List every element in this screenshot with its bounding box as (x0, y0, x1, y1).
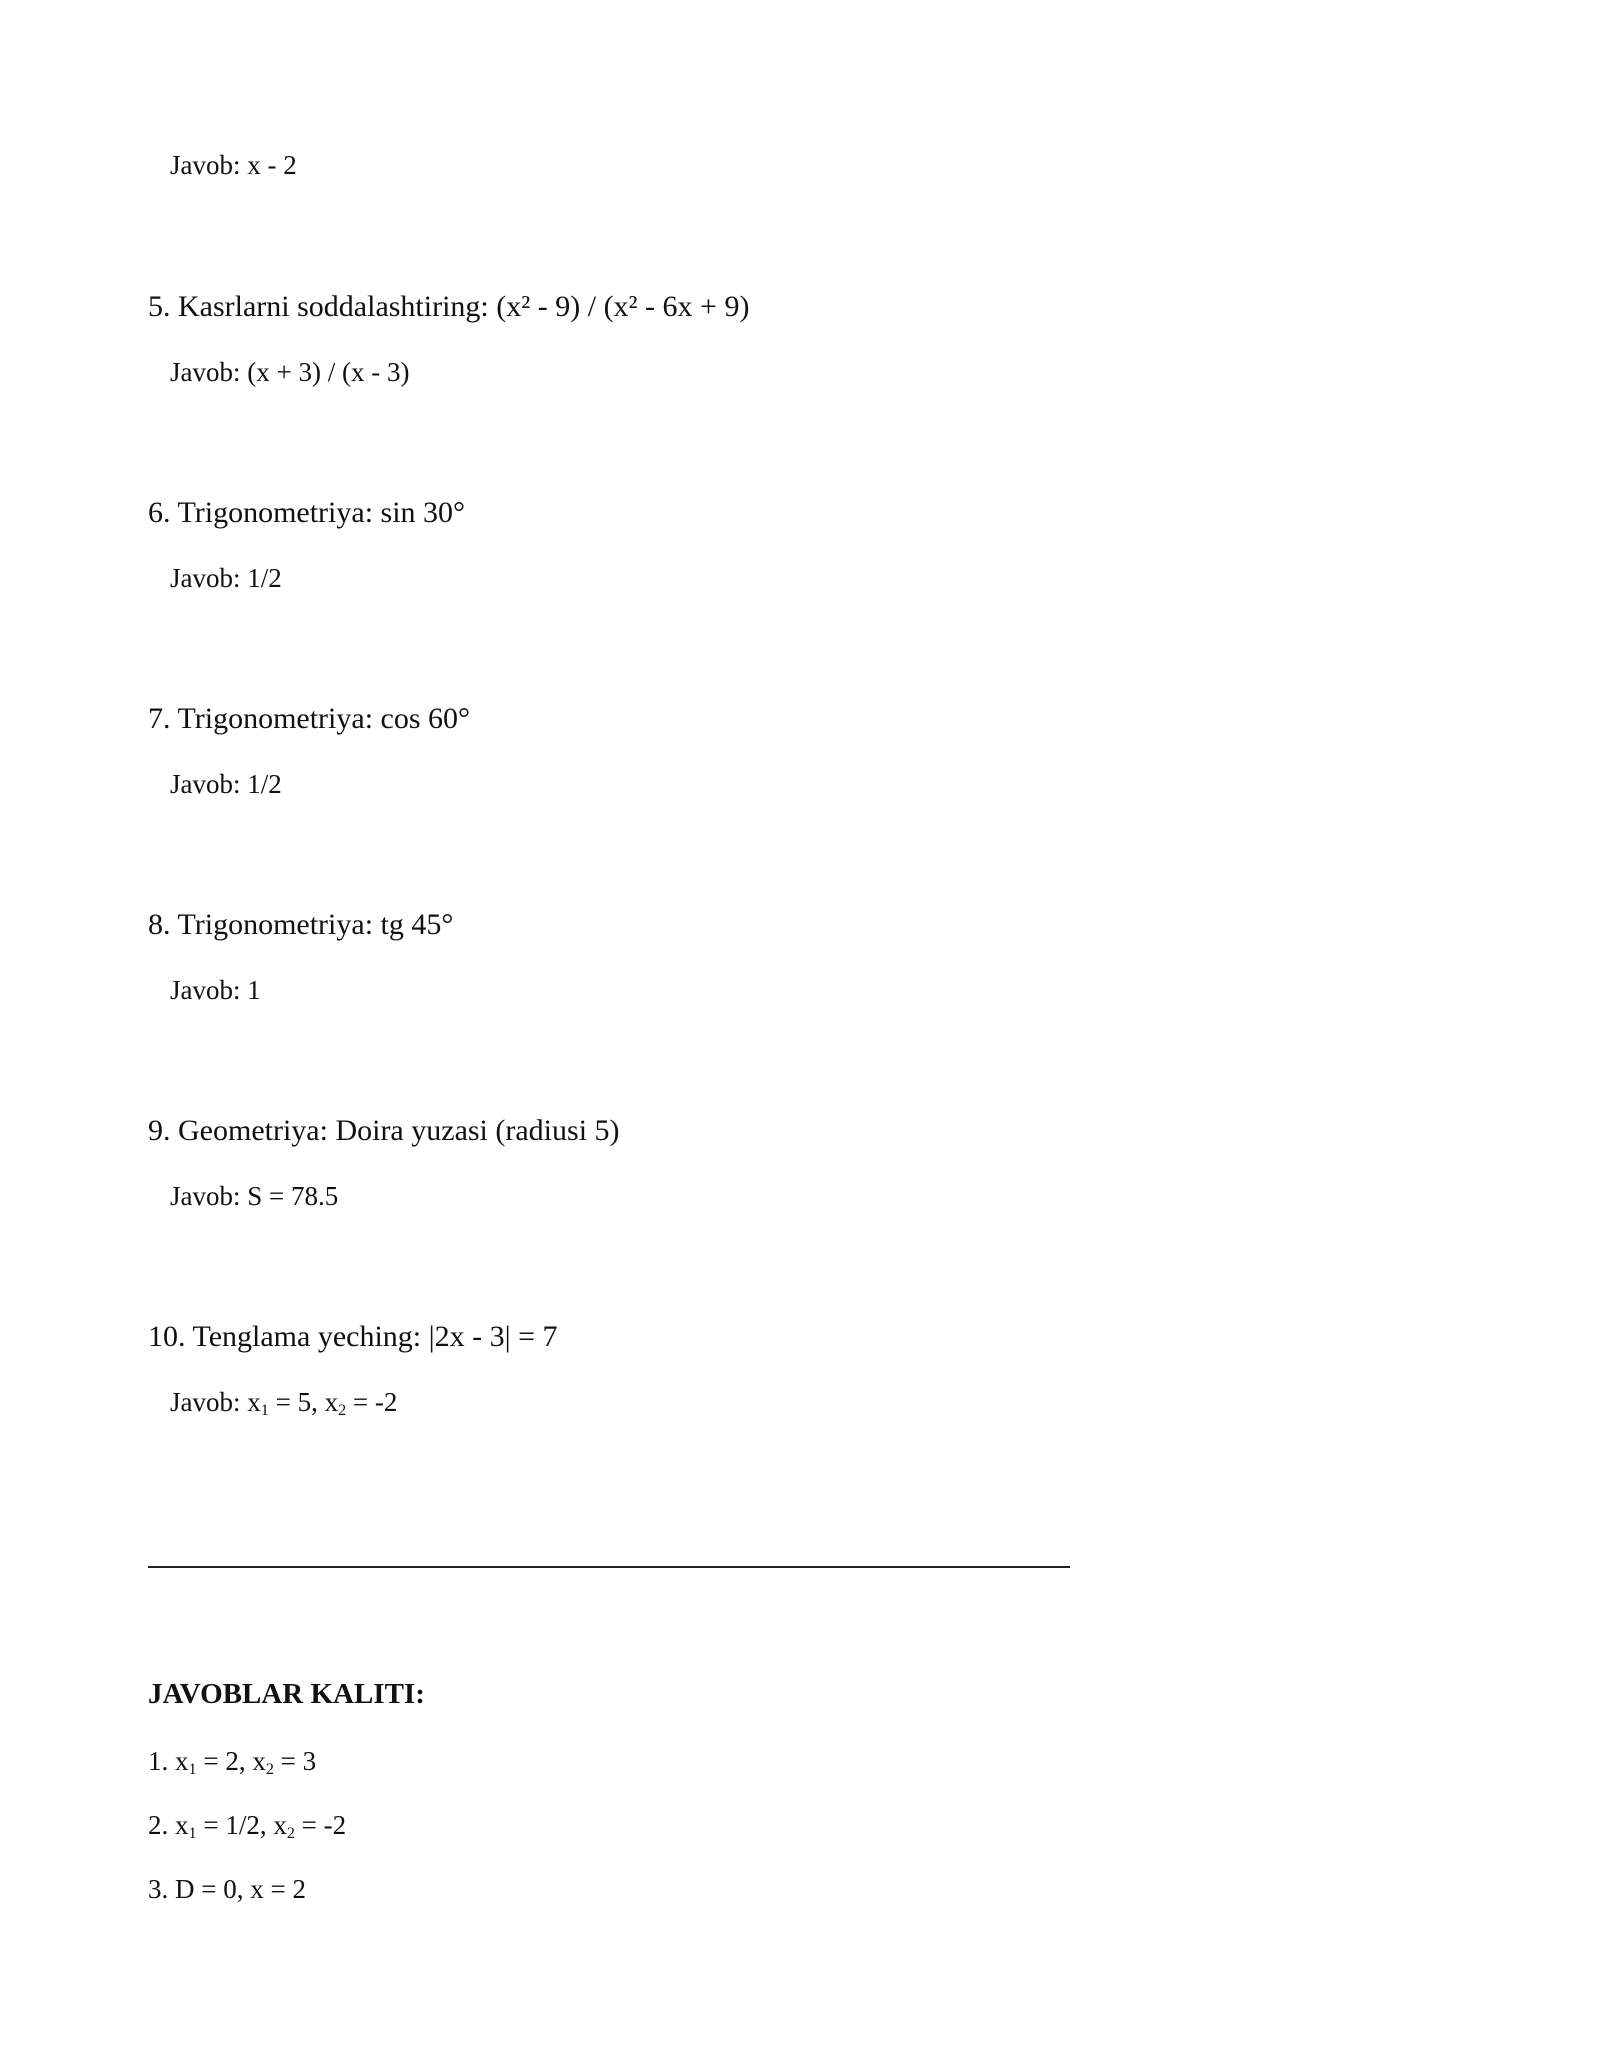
key-x2-val: = -2 (301, 1810, 347, 1840)
answer-text: x - 2 (247, 150, 297, 180)
question-number: 10. (148, 1320, 186, 1353)
answer-line-10 (170, 1387, 398, 1420)
answer-line-8 (170, 977, 261, 1004)
key-x2-var: x (252, 1746, 266, 1776)
answer-line-6 (170, 565, 282, 592)
question-6 (148, 498, 465, 528)
question-text: Trigonometriya: cos 60° (177, 702, 471, 735)
horizontal-divider (148, 1566, 1070, 1568)
answer-key-item-1 (148, 1746, 317, 1779)
answer-text: 1/2 (247, 769, 282, 799)
answer-prefix: Javob: (170, 563, 241, 593)
answer-line-7 (170, 771, 282, 798)
question-10 (148, 1322, 558, 1352)
question-text: Tenglama yeching: |2x - 3| = 7 (192, 1320, 558, 1353)
answer-line-9 (170, 1183, 338, 1210)
answer-x2-var: x (324, 1387, 339, 1417)
answer-x2-sub: 2 (338, 1401, 347, 1420)
question-number: 5. (148, 290, 171, 323)
answer-prefix: Javob: (170, 769, 241, 799)
answer-text: (x + 3) / (x - 3) (247, 357, 410, 387)
answer-text: 1 (247, 975, 261, 1005)
key-text: D = 0, x = 2 (175, 1874, 306, 1904)
answer-prefix: Javob: (170, 1181, 241, 1211)
key-x2-sub: 2 (265, 1760, 274, 1779)
answer-prefix: Javob: (170, 357, 241, 387)
question-text: Trigonometriya: tg 45° (177, 908, 454, 941)
answer-x1-val: = 5, (275, 1387, 318, 1417)
answer-x1-var: x (247, 1387, 261, 1417)
question-text: Kasrlarni soddalashtiring: (x² - 9) / (x² - 6x + 9) (178, 290, 750, 323)
key-x2-var: x (273, 1810, 287, 1840)
answer-prefix: Javob: (170, 975, 241, 1005)
question-8 (148, 910, 453, 940)
question-7 (148, 704, 470, 734)
key-x2-sub: 2 (286, 1824, 295, 1843)
question-number: 7. (148, 702, 171, 735)
key-x1-val: = 2, (203, 1746, 246, 1776)
key-x1-var: x (175, 1746, 189, 1776)
answer-prefix: Javob: (170, 1387, 241, 1417)
answer-key-title: JAVOBLAR KALITI: (148, 1678, 425, 1710)
question-text: Trigonometriya: sin 30° (177, 496, 466, 529)
question-9 (148, 1116, 620, 1146)
key-x1-sub: 1 (188, 1824, 197, 1843)
key-x2-val: = 3 (280, 1746, 317, 1776)
answer-line-4 (170, 152, 297, 179)
answer-text: 1/2 (247, 563, 282, 593)
key-number: 2. (148, 1810, 169, 1840)
key-number: 3. (148, 1874, 169, 1904)
key-x1-var: x (175, 1810, 189, 1840)
key-x1-val: = 1/2, (203, 1810, 267, 1840)
key-number: 1. (148, 1746, 169, 1776)
answer-prefix: Javob: (170, 150, 241, 180)
question-number: 6. (148, 496, 171, 529)
key-x1-sub: 1 (188, 1760, 197, 1779)
answer-text: S = 78.5 (247, 1181, 339, 1211)
answer-key-item-3 (148, 1876, 306, 1903)
question-5 (148, 292, 749, 322)
question-number: 9. (148, 1114, 171, 1147)
question-text: Geometriya: Doira yuzasi (radiusi 5) (178, 1114, 620, 1147)
answer-key-item-2 (148, 1810, 347, 1843)
question-number: 8. (148, 908, 171, 941)
answer-line-5 (170, 359, 409, 386)
answer-x1-sub: 1 (260, 1401, 269, 1420)
answer-x2-val: = -2 (352, 1387, 398, 1417)
